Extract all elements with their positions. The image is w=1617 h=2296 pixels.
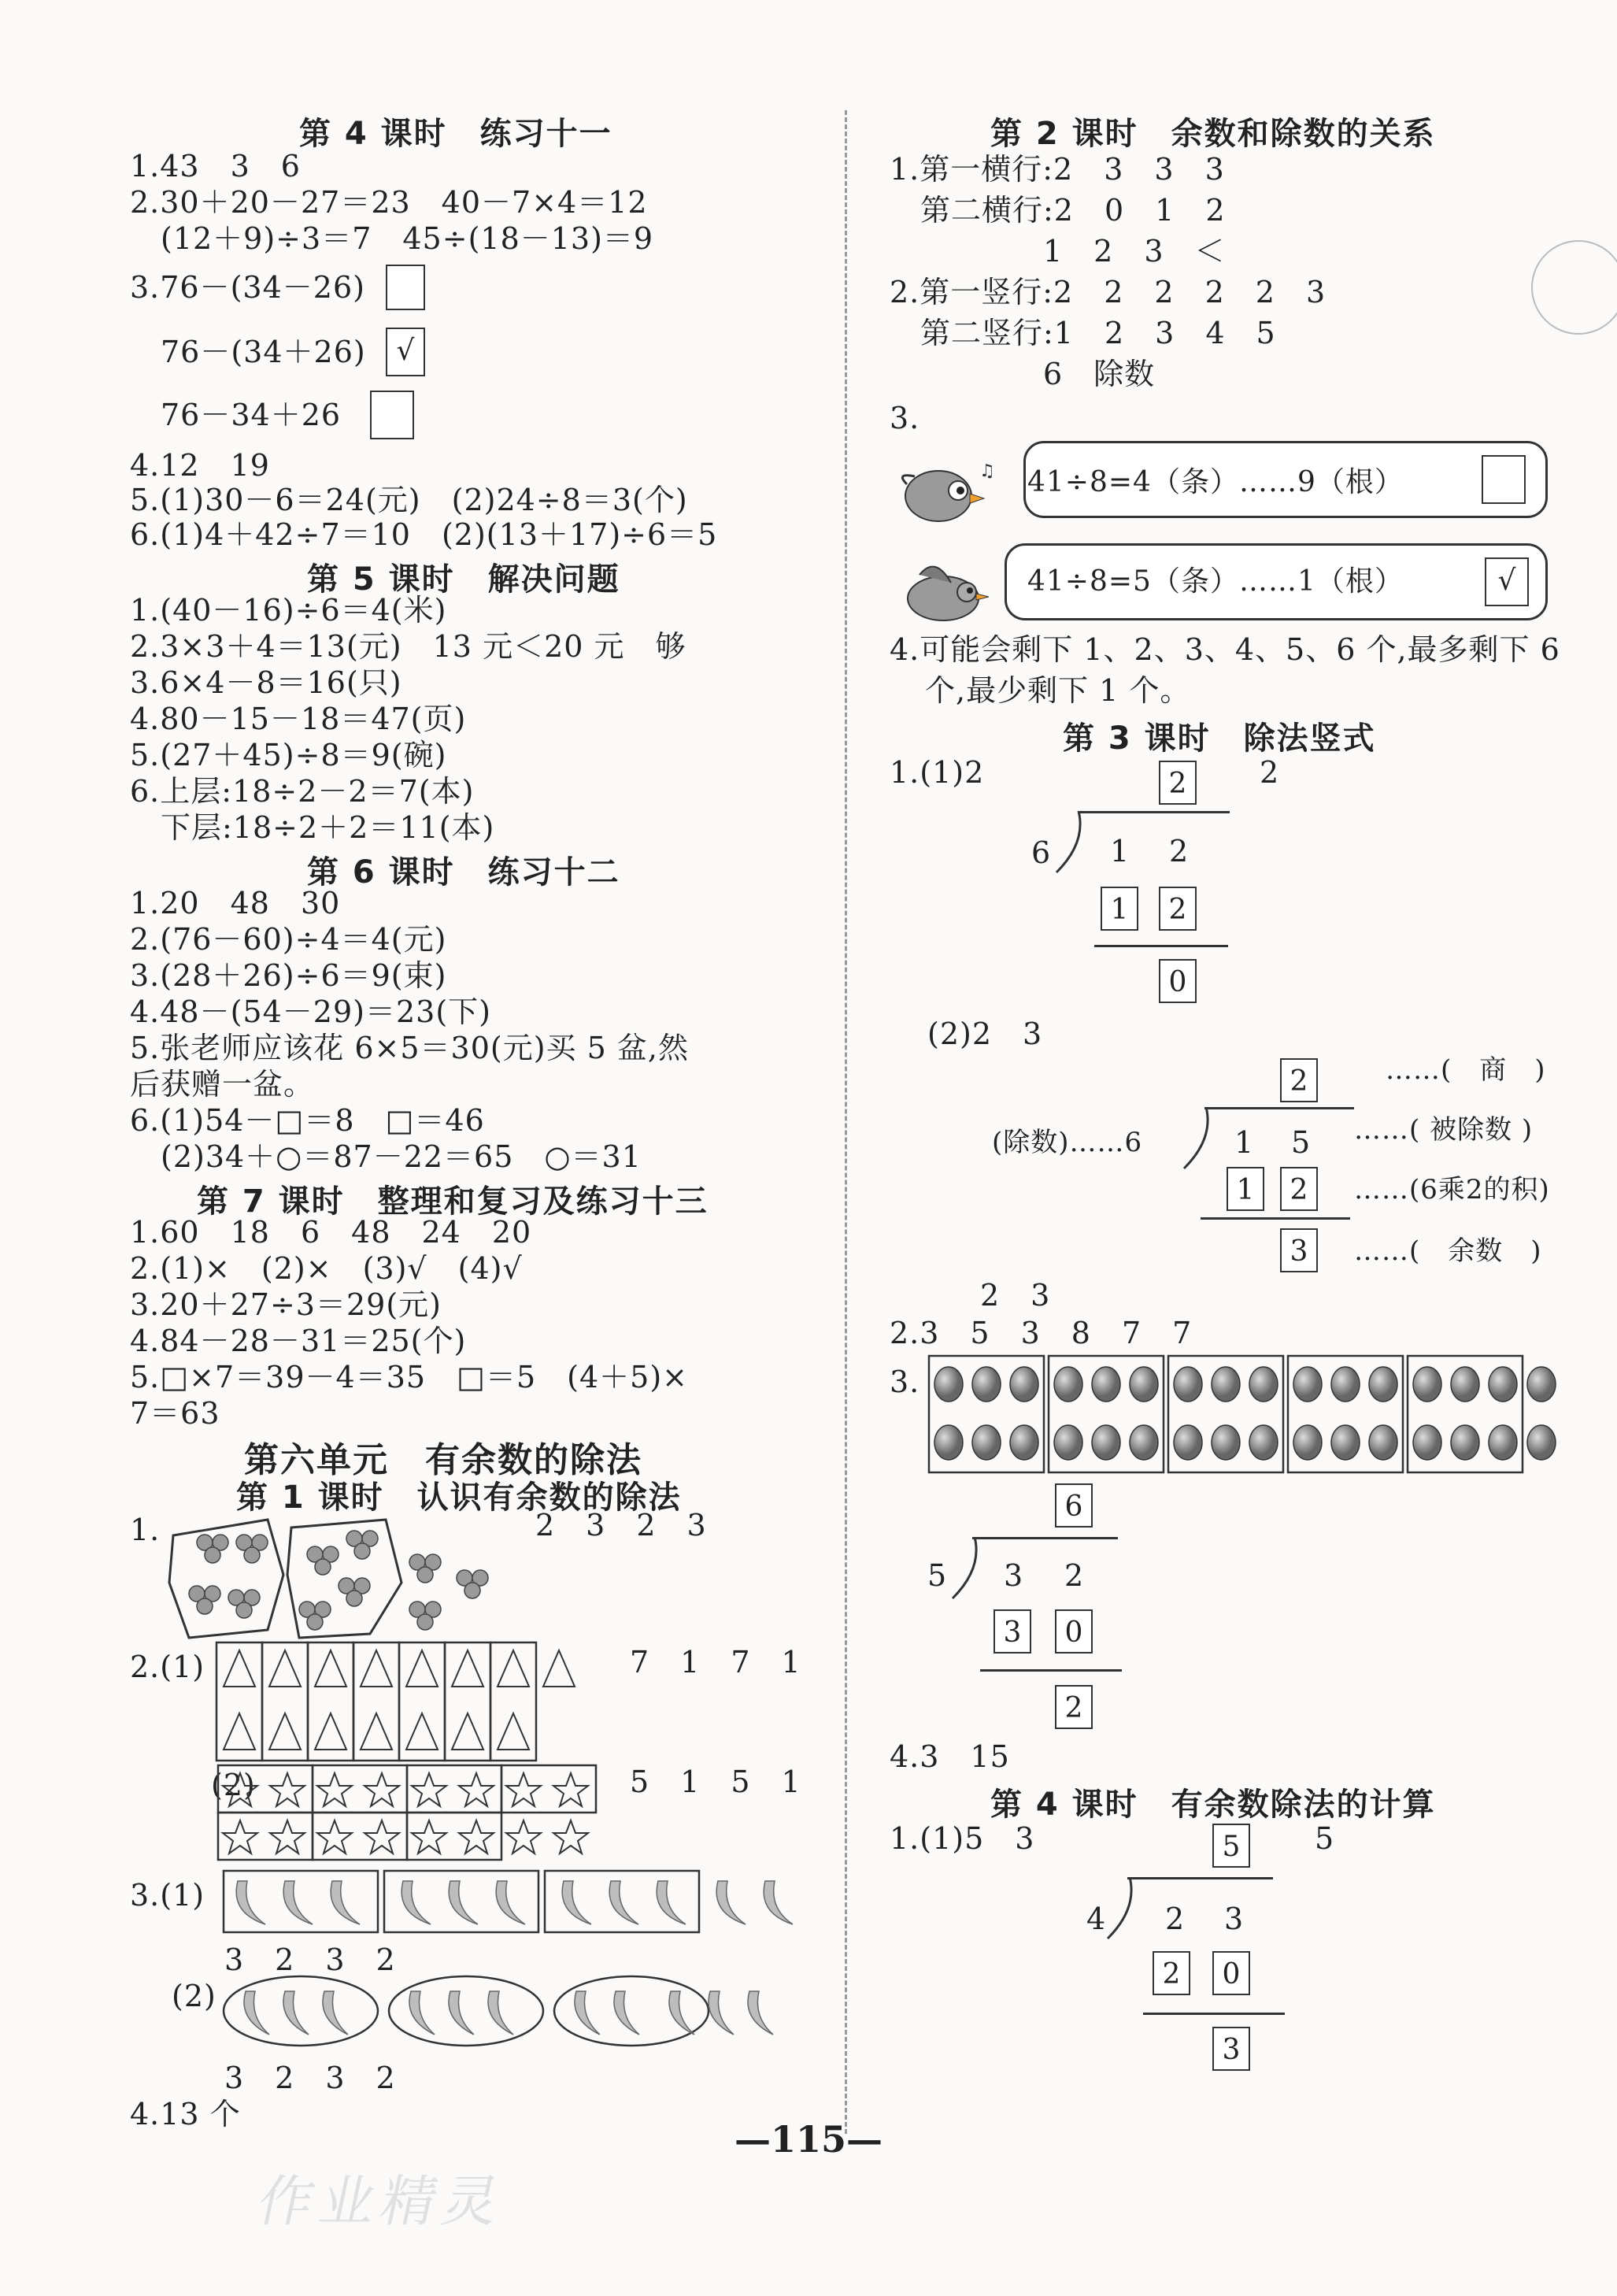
product-box: 1: [1101, 887, 1138, 931]
l4-line-7: 4.12 19: [130, 448, 270, 483]
u1-q2-label-2: (2): [211, 1768, 256, 1802]
l4-line-3: (12＋9)÷3＝7 45÷(18－13)＝9: [130, 221, 654, 256]
dividend-digit-2: 2: [1064, 1558, 1085, 1593]
division-bracket: [1106, 1877, 1138, 1940]
quotient-box: 2: [1159, 761, 1197, 805]
division-bracket: [951, 1537, 982, 1600]
l6-line-2: 2.(76－60)÷4＝4(元): [130, 922, 447, 957]
quotient-box: 6: [1055, 1483, 1093, 1528]
l5-line-1: 1.(40－16)÷6＝4(米): [130, 593, 447, 628]
note-remainder: ……( 余数 ): [1354, 1235, 1542, 1267]
triangle-groups-figure: [213, 1641, 606, 1767]
bird-icon: [891, 453, 1001, 531]
banana-circles-figure: [222, 1972, 805, 2050]
stamp-logo: [1531, 240, 1617, 335]
u1-q2-numbers-1: 7 1 7 1: [630, 1645, 801, 1679]
l4-line-4: 3.76－(34－26): [130, 270, 365, 305]
remainder-box: 3: [1212, 2027, 1250, 2071]
r2-line-3: 1 2 3 ＜: [890, 234, 1226, 268]
lesson4-title: 第 4 课时 练习十一: [299, 116, 612, 152]
l7-line-2: 2.(1)× (2)× (3)√ (4)√: [130, 1251, 523, 1286]
note-dividend: ……( 被除数 ): [1354, 1114, 1534, 1146]
r2-line-5: 第二竖行:1 2 3 4 5: [890, 316, 1276, 350]
l6-line-3: 3.(28＋26)÷6＝9(束): [130, 958, 447, 993]
r3-q3-label: 3.: [890, 1365, 920, 1399]
bubble-1-text: 41÷8=4（条）……9（根）: [1027, 466, 1404, 498]
l7-line-4: 4.84－28－31＝25(个): [130, 1324, 467, 1358]
l5-line-5: 5.(27＋45)÷8＝9(碗): [130, 738, 447, 772]
r3-q4: 4.3 15: [890, 1739, 1010, 1774]
product-box: 2: [1153, 1951, 1190, 1995]
product-box: 3: [994, 1609, 1031, 1653]
division-bar: [972, 1537, 1118, 1539]
dividend-digit-2: 3: [1224, 1902, 1245, 1936]
l7-line-3: 3.20＋27÷3＝29(元): [130, 1287, 442, 1322]
l6-line-4: 4.48－(54－29)＝23(下): [130, 994, 491, 1029]
u1-q1-numbers: 2 3 2 3: [535, 1508, 707, 1542]
r2-line-1: 1.第一横行:2 3 3 3: [890, 152, 1225, 187]
r3-q1-top: 2: [1260, 755, 1280, 790]
l6-line-8: (2)34＋○＝87－22＝65 ○＝31: [130, 1139, 642, 1174]
bird-icon: [888, 551, 998, 630]
svg-text:♫: ♫: [979, 461, 995, 481]
product-box: 0: [1055, 1609, 1093, 1653]
r3-q2: 2.3 5 3 8 7 7: [890, 1316, 1193, 1350]
dividend-digit-1: 1: [1234, 1125, 1255, 1160]
banana-groups-figure: [222, 1869, 805, 1940]
r2-line-7: 3.: [890, 401, 920, 435]
r-lesson3-title: 第 3 课时 除法竖式: [1063, 720, 1376, 757]
r2-line-4: 2.第一竖行:2 2 2 2 2 3: [890, 275, 1327, 309]
note-quotient: ……( 商 ): [1386, 1054, 1546, 1086]
bubble-2-text: 41÷8=5（条）……1（根）: [1027, 565, 1404, 598]
star-groups-figure: [216, 1764, 610, 1866]
answer-box: [370, 391, 414, 439]
division-bar: [1079, 811, 1230, 813]
r-lesson4-title: 第 4 课时 有余数除法的计算: [990, 1787, 1436, 1823]
r4-q1: 1.(1)5 3: [890, 1821, 1035, 1856]
dividend-digit-1: 1: [1110, 834, 1130, 868]
u1-q3-label: 3.(1): [130, 1878, 205, 1913]
unit-lesson1-title: 第 1 课时 认识有余数的除法: [236, 1479, 682, 1516]
r2-q4-line-1: 4.可能会剩下 1、2、3、4、5、6 个,最多剩下 6: [890, 632, 1560, 667]
dividend-digit-1: 3: [1004, 1558, 1024, 1593]
divisor-label: (除数)……6: [992, 1127, 1143, 1158]
clover-groups-figure: [165, 1504, 520, 1646]
l4-line-6: 76－34＋26: [130, 398, 342, 432]
remainder-box: 0: [1159, 959, 1197, 1003]
answer-box: [1482, 455, 1526, 504]
l4-line-1: 1.43 3 6: [130, 149, 301, 183]
dividend-digit-2: 5: [1291, 1125, 1312, 1160]
u1-q2-label: 2.(1): [130, 1650, 205, 1684]
watermark: 作业精灵: [252, 2169, 512, 2234]
l4-line-2: 2.30＋20－27＝23 40－7×4＝12: [130, 185, 648, 220]
division-bracket: [1055, 811, 1086, 874]
r3-q1: 1.(1)2: [890, 755, 985, 790]
r2-line-6: 6 除数: [890, 357, 1156, 391]
note-product: ……(6乘2的积): [1354, 1174, 1550, 1205]
u1-q3-label-2: (2): [172, 1979, 216, 2013]
l6-line-1: 1.20 48 30: [130, 886, 341, 920]
dividend-digit-2: 2: [1169, 834, 1190, 868]
lesson7-title: 第 7 课时 整理和复习及练习十三: [197, 1183, 709, 1220]
l5-line-2: 2.3×3＋4＝13(元) 13 元＜20 元 够: [130, 629, 686, 664]
divisor: 4: [1086, 1902, 1107, 1936]
u1-q1-label: 1.: [130, 1513, 161, 1547]
product-box: 1: [1227, 1167, 1264, 1211]
l4-line-5: 76－(34＋26): [130, 335, 366, 369]
subtract-line: [980, 1669, 1122, 1672]
l6-line-6: 后获赠一盆。: [130, 1067, 315, 1102]
division-bar: [1127, 1877, 1273, 1879]
r2-line-2: 第二横行:2 0 1 2: [890, 193, 1226, 228]
l5-line-6: 6.上层:18÷2－2＝7(本): [130, 774, 475, 809]
l7-line-1: 1.60 18 6 48 24 20: [130, 1215, 532, 1250]
l6-line-7: 6.(1)54－□＝8 □＝46: [130, 1103, 485, 1138]
product-box: 0: [1212, 1951, 1250, 1995]
r3-nums: 2 3: [980, 1278, 1051, 1313]
remainder-box: 2: [1055, 1685, 1093, 1729]
subtract-line: [1143, 2013, 1285, 2015]
u1-q3-numbers-1: 3 2 3 2: [224, 1942, 396, 1977]
l7-line-5: 5.□×7＝39－4＝35 □＝5 (4＋5)×: [130, 1360, 688, 1394]
unit-title: 第六单元 有余数的除法: [244, 1440, 642, 1480]
l6-line-5: 5.张老师应该花 6×5＝30(元)买 5 盆,然: [130, 1031, 689, 1065]
quotient-box: 5: [1212, 1824, 1250, 1868]
product-box: 2: [1280, 1167, 1318, 1211]
dividend-digit-1: 2: [1165, 1902, 1186, 1936]
division-bar: [1204, 1107, 1354, 1109]
answer-box-checked: √: [386, 328, 425, 376]
division-bracket: [1182, 1107, 1214, 1170]
subtract-line: [1094, 945, 1228, 947]
answer-box-checked: √: [1485, 557, 1529, 606]
divisor: 6: [1031, 835, 1052, 870]
l7-line-6: 7＝63: [130, 1396, 220, 1431]
l5-line-3: 3.6×4－8＝16(只): [130, 665, 402, 700]
page-number: —115—: [734, 2118, 883, 2161]
product-box: 2: [1159, 887, 1197, 931]
quotient-box: 2: [1280, 1058, 1318, 1102]
lesson6-title: 第 6 课时 练习十二: [307, 854, 620, 891]
l4-line-9: 6.(1)4＋42÷7＝10 (2)(13＋17)÷6＝5: [130, 517, 718, 552]
u1-q3-numbers-2: 3 2 3 2: [224, 2061, 396, 2095]
answer-box: [386, 265, 425, 310]
ball-groups-figure: [927, 1354, 1557, 1480]
r-lesson2-title: 第 2 课时 余数和除数的关系: [990, 116, 1436, 152]
u1-q2-numbers-2: 5 1 5 1: [630, 1765, 801, 1799]
r2-q4-line-2: 个,最少剩下 1 个。: [925, 673, 1191, 708]
column-divider: [845, 110, 847, 2134]
l5-line-7: 下层:18÷2＋2＝11(本): [130, 810, 495, 845]
r4-top: 5: [1315, 1821, 1335, 1856]
remainder-box: 3: [1280, 1228, 1318, 1272]
r3-q1-2: (2)2 3: [927, 1017, 1043, 1051]
divisor: 5: [927, 1558, 948, 1593]
u1-q4: 4.13 个: [130, 2097, 241, 2131]
subtract-line: [1201, 1217, 1350, 1220]
lesson5-title: 第 5 课时 解决问题: [307, 561, 620, 598]
l4-line-8: 5.(1)30－6＝24(元) (2)24÷8＝3(个): [130, 483, 688, 517]
l5-line-4: 4.80－15－18＝47(页): [130, 702, 467, 736]
